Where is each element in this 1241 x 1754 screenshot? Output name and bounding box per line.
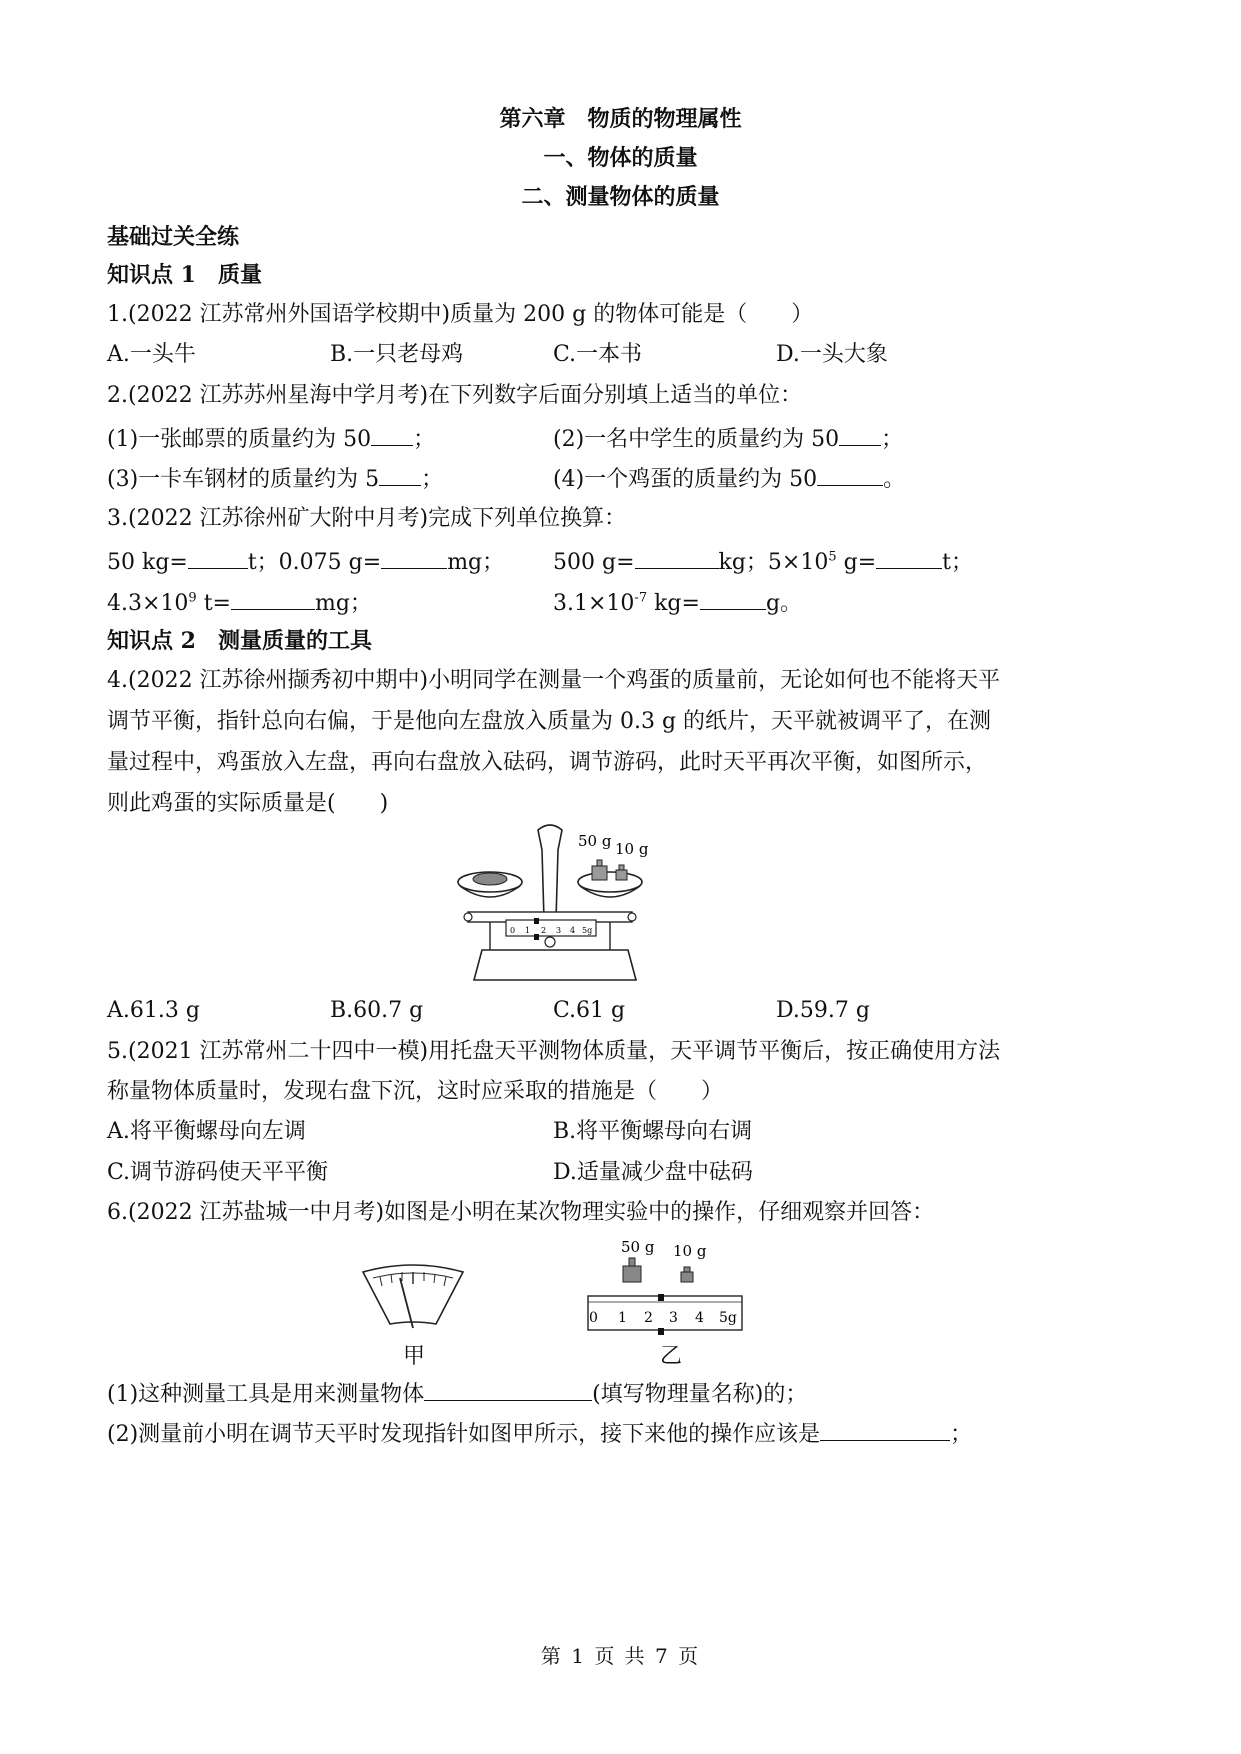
- q3-d-text: 3.1×10: [553, 591, 635, 616]
- weight-50g-knob: [597, 860, 602, 866]
- q6-weight-10g-label: 10 g: [673, 1242, 707, 1260]
- right-pan: [578, 872, 642, 892]
- q3-c-mid: t=: [196, 591, 231, 616]
- q2-item-3-end: ；: [421, 467, 444, 492]
- q2-item-2-text: (2)一名中学生的质量约为 50: [553, 427, 840, 452]
- balance-nut-left: [464, 913, 472, 921]
- q3-a-text: 50 kg=: [107, 550, 188, 575]
- q2-item-3: [107, 463, 443, 495]
- scale-tick-2: 2: [541, 926, 547, 935]
- q6-tick-3: 3: [669, 1310, 678, 1326]
- q4-option-b: B.60.7 g: [330, 998, 424, 1023]
- section-title-1: 一、物体的质量: [543, 145, 698, 171]
- pointer-dial-figure: [358, 1262, 468, 1342]
- q6-weight-50g-icon: [623, 1266, 641, 1282]
- q3-conversion-c: [107, 587, 372, 619]
- q3-a-end: mg；: [447, 550, 505, 575]
- part-title: 基础过关全练: [107, 224, 240, 250]
- q6-blank-1[interactable]: [424, 1378, 592, 1401]
- q6-tick-2: 2: [644, 1310, 653, 1326]
- pointer-knob: [545, 937, 555, 947]
- q2-item-1-text: (1)一张邮票的质量约为 50: [107, 427, 372, 452]
- page-number: 第 1 页 共 7 页: [540, 1644, 701, 1668]
- q2-item-1-end: ；: [413, 427, 436, 452]
- q6-tick-0: 0: [589, 1310, 598, 1326]
- q6-weight-50g-knob: [629, 1258, 635, 1266]
- q3-b-exponent: 5: [828, 549, 837, 565]
- rider-scale-figure: [585, 1236, 745, 1336]
- q4-line-1: 4.(2022 江苏徐州撷秀初中期中)小明同学在测量一个鸡蛋的质量前，无论如何也不能将天平: [107, 668, 1001, 693]
- q3-blank-6[interactable]: [700, 587, 766, 610]
- q2-item-3-text: (3)一卡车钢材的质量约为 5: [107, 467, 380, 492]
- q3-b-mid2: g=: [836, 550, 877, 575]
- q3-c-exponent: 9: [188, 590, 197, 606]
- knowledge-point-2: 知识点 2 测量质量的工具: [107, 628, 372, 654]
- q4-option-a: A.61.3 g: [107, 998, 200, 1023]
- egg-icon: [473, 873, 507, 885]
- q2-item-2-end: ；: [881, 427, 904, 452]
- q1-option-c: C.一本书: [553, 342, 643, 367]
- scale-tick-4: 4: [570, 926, 576, 935]
- q3-d-end: g。: [765, 591, 803, 616]
- q5-option-b: B.将平衡螺母向右调: [553, 1119, 753, 1144]
- q2-blank-2[interactable]: [839, 423, 881, 446]
- q6-tick-4: 4: [695, 1310, 704, 1326]
- q3-conversion-d: [553, 587, 802, 619]
- q6-sub-1: [107, 1378, 807, 1410]
- question-1-stem: 1.(2022 江苏常州外国语学校期中)质量为 200 g 的物体可能是（ ）: [107, 302, 814, 327]
- q5-line-1: 5.(2021 江苏常州二十四中一模)用托盘天平测物体质量，天平调节平衡后，按正确使用方法: [107, 1039, 1001, 1064]
- q6-sub-2-end: ；: [950, 1422, 973, 1447]
- q3-conversion-a: [107, 546, 504, 578]
- question-3-stem: 3.(2022 江苏徐州矿大附中月考)完成下列单位换算：: [107, 506, 627, 531]
- q4-option-c: C.61 g: [553, 998, 626, 1023]
- q4-option-d: D.59.7 g: [776, 998, 870, 1023]
- q6-rider-bottom: [658, 1328, 664, 1335]
- q3-c-text: 4.3×10: [107, 591, 189, 616]
- q6-weight-50g-label: 50 g: [621, 1238, 655, 1256]
- chapter-title: 第六章 物质的物理属性: [499, 106, 742, 132]
- weight-10g-icon: [616, 870, 627, 880]
- balance-pointer-column: [538, 825, 562, 920]
- q6-sub-2: [107, 1418, 972, 1450]
- weight-50g-label: 50 g: [578, 832, 612, 850]
- balance-base: [474, 950, 636, 980]
- section-title-2: 二、测量物体的质量: [521, 184, 720, 210]
- q6-blank-2[interactable]: [820, 1418, 950, 1441]
- q6-weight-10g-icon: [681, 1272, 693, 1282]
- q3-blank-4[interactable]: [876, 546, 942, 569]
- q6-sub-2-text: (2)测量前小明在调节天平时发现指针如图甲所示，接下来他的操作应该是: [107, 1422, 821, 1447]
- q3-conversion-b: [553, 546, 973, 578]
- q2-item-4: [553, 463, 905, 495]
- scale-tick-5: 5g: [582, 926, 593, 935]
- q5-line-2: 称量物体质量时，发现右盘下沉，这时应采取的措施是（ ）: [107, 1079, 724, 1104]
- q6-sub-1-end: (填写物理量名称)的；: [592, 1382, 808, 1407]
- q6-tick-1: 1: [618, 1310, 627, 1326]
- figure-label-jia: 甲: [403, 1344, 426, 1369]
- q5-option-a: A.将平衡螺母向左调: [107, 1119, 306, 1144]
- rider-bottom-marker: [534, 934, 539, 940]
- question-2-stem: 2.(2022 江苏苏州星海中学月考)在下列数字后面分别填上适当的单位：: [107, 383, 803, 408]
- q3-b-text: 500 g=: [553, 550, 635, 575]
- balance-nut-right: [628, 913, 636, 921]
- q4-line-3: 量过程中，鸡蛋放入左盘，再向右盘放入砝码，调节游码，此时天平再次平衡，如图所示，: [107, 750, 988, 775]
- figure-label-yi: 乙: [660, 1344, 683, 1369]
- q2-item-2: [553, 423, 903, 455]
- q1-option-d: D.一头大象: [776, 342, 888, 367]
- q2-item-1: [107, 423, 435, 455]
- q1-option-b: B.一只老母鸡: [330, 342, 464, 367]
- q4-line-2: 调节平衡，指针总向右偏，于是他向左盘放入质量为 0.3 g 的纸片，天平就被调平了，在测: [107, 709, 992, 734]
- q6-tick-5: 5g: [719, 1310, 737, 1326]
- q3-d-exponent: -7: [634, 590, 648, 606]
- q2-item-4-text: (4)一个鸡蛋的质量约为 50: [553, 467, 818, 492]
- q3-b-end: t；: [942, 550, 973, 575]
- q3-blank-1[interactable]: [188, 546, 248, 569]
- q5-option-d: D.适量减少盘中砝码: [553, 1160, 753, 1185]
- q3-c-end: mg；: [314, 591, 372, 616]
- q2-item-4-end: 。: [883, 467, 906, 492]
- q4-line-4: 则此鸡蛋的实际质量是( ): [107, 791, 389, 816]
- q2-blank-1[interactable]: [371, 423, 413, 446]
- q6-weight-10g-knob: [684, 1267, 690, 1272]
- q5-option-c: C.调节游码使天平平衡: [107, 1160, 329, 1185]
- q6-sub-1-text: (1)这种测量工具是用来测量物体: [107, 1382, 425, 1407]
- q1-option-a: A.一头牛: [107, 342, 196, 367]
- scale-tick-3: 3: [556, 926, 562, 935]
- q2-blank-4[interactable]: [817, 463, 883, 486]
- weight-10g-label: 10 g: [615, 840, 649, 858]
- q6-rider-icon: [658, 1294, 664, 1301]
- weight-50g-icon: [592, 866, 607, 880]
- q3-blank-5[interactable]: [231, 587, 315, 610]
- q3-b-mid: kg；5×10: [718, 550, 829, 575]
- q3-d-mid: kg=: [647, 591, 700, 616]
- balance-figure: [450, 820, 660, 995]
- knowledge-point-1: 知识点 1 质量: [107, 262, 262, 288]
- q3-a-mid: t；0.075 g=: [247, 550, 382, 575]
- question-6-stem: 6.(2022 江苏盐城一中月考)如图是小明在某次物理实验中的操作，仔细观察并回答：: [107, 1200, 935, 1225]
- rider-icon: [534, 918, 539, 924]
- scale-tick-0: 0: [510, 926, 516, 935]
- q3-blank-3[interactable]: [635, 546, 719, 569]
- q2-blank-3[interactable]: [379, 463, 421, 486]
- weight-10g-knob: [619, 865, 624, 870]
- q3-blank-2[interactable]: [381, 546, 447, 569]
- scale-tick-1: 1: [525, 926, 531, 935]
